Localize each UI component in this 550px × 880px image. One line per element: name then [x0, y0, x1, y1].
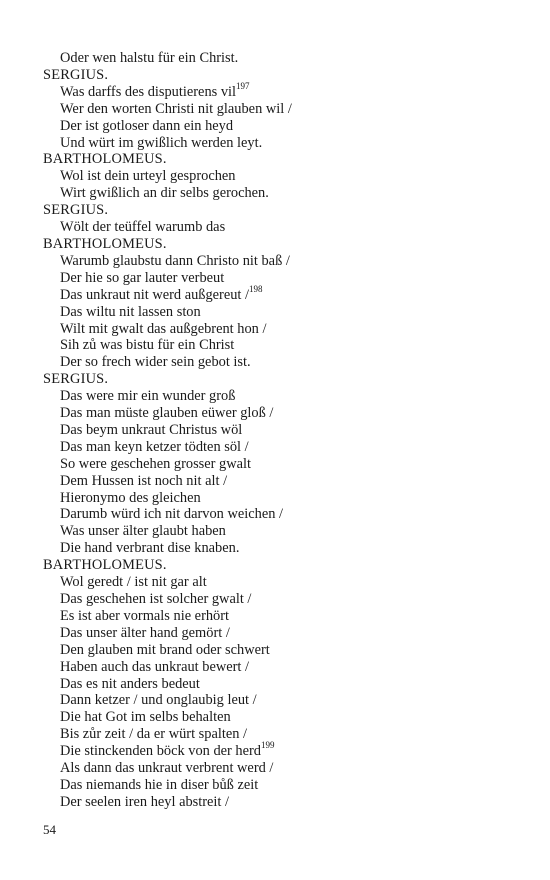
line-text: Der hie so gar lauter verbeut: [60, 269, 225, 286]
line-text: Dem Hussen ist noch nit alt /: [60, 472, 228, 489]
line-text: BARTHOLOMEUS.: [43, 235, 167, 252]
verse-line: [43, 253, 513, 270]
verse-line: [43, 540, 513, 557]
line-text: Die stinckenden böck von der herd: [60, 743, 262, 760]
line-text: SERGIUS.: [43, 202, 109, 219]
verse-line: [43, 777, 513, 794]
verse-line: [43, 101, 513, 118]
verse-line: [43, 118, 513, 135]
verse-line: [43, 439, 513, 456]
verse-line: [43, 135, 513, 152]
speaker-name: [43, 557, 513, 574]
line-text: Das wiltu nit lassen ston: [60, 303, 201, 320]
line-text: Das beym unkraut Christus wöl: [60, 421, 243, 438]
line-text: BARTHOLOMEUS.: [43, 151, 167, 168]
line-text: Das man keyn ketzer tödten söl /: [60, 438, 249, 455]
footnote-marker: 197: [236, 81, 250, 92]
line-text: Es ist aber vormals nie erhört: [60, 607, 230, 624]
verse-line: [43, 625, 513, 642]
line-text: Als dann das unkraut verbrent werd /: [60, 760, 274, 777]
verse-line: [43, 185, 513, 202]
verse-line: [43, 659, 513, 676]
line-text: Der ist gotloser dann ein heyd: [60, 117, 234, 134]
speaker-name: [43, 236, 513, 253]
line-text: Die hat Got im selbs behalten: [60, 709, 231, 726]
line-text: SERGIUS.: [43, 66, 109, 83]
line-text: Das es nit anders bedeut: [60, 675, 200, 692]
verse-line: [43, 608, 513, 625]
line-text: Das man müste glauben eüwer gloß /: [60, 405, 274, 422]
line-text: Wölt der teüffel warumb das: [60, 219, 226, 236]
verse-line: [43, 168, 513, 185]
verse-line: [43, 50, 513, 67]
line-text: Den glauben mit brand oder schwert: [60, 641, 270, 658]
verse-line: [43, 219, 513, 236]
verse-line: [43, 726, 513, 743]
line-text: Das geschehen ist solcher gwalt /: [60, 591, 252, 607]
line-text: Hieronymo des gleichen: [60, 489, 201, 506]
verse-line: [43, 794, 513, 811]
line-text: So were geschehen grosser gwalt: [60, 455, 252, 472]
footnote-marker: 198: [249, 283, 263, 294]
verse-line: [43, 676, 513, 693]
line-text: Haben auch das unkraut bewert /: [60, 658, 250, 675]
speaker-name: [43, 151, 513, 168]
verse-line: [43, 405, 513, 422]
verse-line: [43, 709, 513, 726]
line-text: Das were mir ein wunder groß: [60, 388, 236, 405]
speaker-name: [43, 371, 513, 388]
line-text: Dann ketzer / und onglaubig leut /: [60, 692, 257, 709]
line-text: Das unkraut nit werd außgereut /: [60, 286, 250, 303]
line-text: Wilt mit gwalt das außgebrent hon /: [60, 320, 267, 337]
verse-line: [43, 321, 513, 338]
verse-line: [43, 81, 513, 101]
speaker-name: [43, 67, 513, 84]
verse-line: [43, 490, 513, 507]
line-text: Warumb glaubstu dann Christo nit baß /: [60, 252, 290, 269]
verse-line: [43, 422, 513, 439]
speaker-name: [43, 202, 513, 219]
line-text: Sih zů was bistu für ein Christ: [60, 337, 235, 354]
verse-line: [43, 523, 513, 540]
verse-line: [43, 304, 513, 321]
verse-line: [43, 354, 513, 371]
footnote-marker: 199: [261, 740, 275, 751]
line-text: Wer den worten Christi nit glauben wil /: [60, 100, 292, 117]
line-text: Die hand verbrant dise knaben.: [60, 540, 240, 557]
verse-line: [43, 574, 513, 591]
verse-line: [43, 642, 513, 659]
line-text: Was unser älter glaubt haben: [60, 523, 226, 540]
verse-line: [43, 270, 513, 287]
line-text: Wol ist dein urteyl gesprochen: [60, 168, 236, 185]
line-text: BARTHOLOMEUS.: [43, 557, 167, 574]
line-text: Oder wen halstu für ein Christ.: [60, 50, 239, 66]
verse-line: [43, 760, 513, 777]
line-text: Der seelen iren heyl abstreit /: [60, 793, 230, 810]
line-text: Wirt gwißlich an dir selbs gerochen.: [60, 185, 269, 202]
line-text: Das niemands hie in diser bůß zeit: [60, 776, 259, 793]
verse-line: [43, 506, 513, 523]
verse-line: [43, 388, 513, 405]
verse-line: [43, 337, 513, 354]
line-text: Wol geredt / ist nit gar alt: [60, 574, 207, 591]
verse-line: [43, 692, 513, 709]
line-text: Und würt im gwißlich werden leyt.: [60, 134, 263, 151]
verse-line: [43, 456, 513, 473]
line-text: Darumb würd ich nit darvon weichen /: [60, 506, 283, 523]
line-text: Der so frech wider sein gebot ist.: [60, 354, 251, 371]
page-number: 54: [43, 822, 56, 837]
verse-line: [43, 473, 513, 490]
verse-line: [43, 591, 513, 608]
dialogue-text: [43, 50, 513, 811]
verse-line: [43, 283, 513, 304]
line-text: SERGIUS.: [43, 371, 109, 388]
verse-line: [43, 740, 513, 760]
line-text: Das unser älter hand gemört /: [60, 624, 230, 641]
line-text: Bis zůr zeit / da er würt spalten /: [60, 726, 248, 743]
line-text: Was darffs des disputierens vil: [60, 83, 237, 100]
